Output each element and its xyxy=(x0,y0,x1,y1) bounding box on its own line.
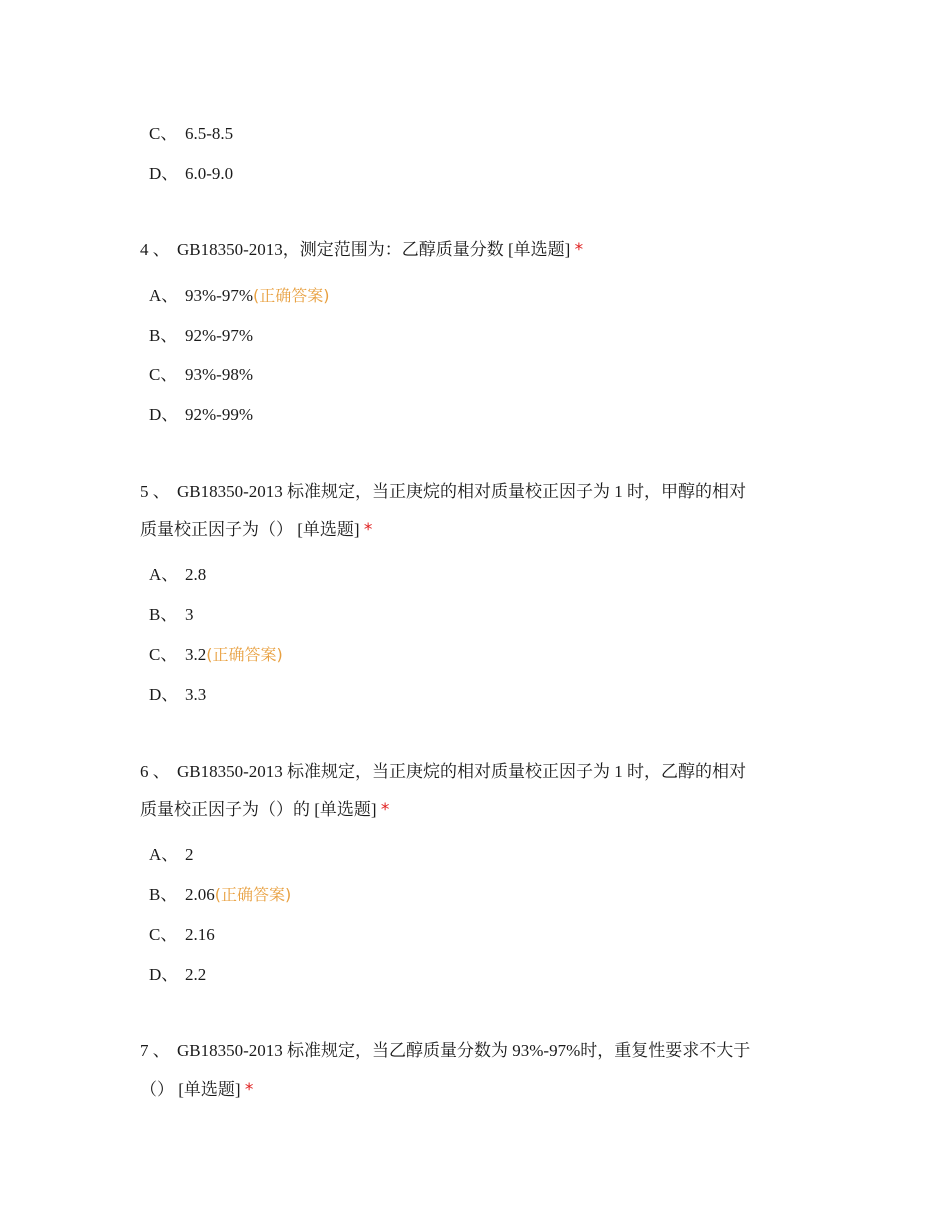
option-text: 2.2 xyxy=(185,965,207,984)
option-letter: C、 xyxy=(149,925,178,944)
question-number: 6 、 xyxy=(140,762,170,781)
correct-answer-tag: (正确答案) xyxy=(206,645,283,664)
correct-answer-tag: (正确答案) xyxy=(252,286,330,305)
option-letter: B、 xyxy=(149,605,178,624)
correct-answer-tag: (正确答案) xyxy=(214,885,292,904)
question-text: GB18350-2013 标准规定，当乙醇质量分数为 93%-97%时，重复性要求不大于 xyxy=(177,1041,751,1060)
q6-option-d xyxy=(149,963,206,987)
option-letter: A、 xyxy=(149,845,179,864)
question-text-continued: 质量校正因子为（）的 [单选题] xyxy=(140,800,377,819)
option-text: 3.3 xyxy=(185,685,207,704)
required-mark: * xyxy=(363,520,373,540)
q6-title-line1 xyxy=(140,759,746,785)
q4-option-d xyxy=(149,403,253,427)
question-number: 7 、 xyxy=(140,1041,170,1060)
q3-option-d xyxy=(149,162,233,186)
q5-option-a xyxy=(149,563,206,587)
question-number: 5 、 xyxy=(140,482,170,501)
q6-option-a xyxy=(149,843,194,867)
q5-option-c xyxy=(149,643,283,667)
q5-title-line2 xyxy=(140,517,372,543)
question-text: GB18350-2013 标准规定，当正庚烷的相对质量校正因子为 1 时，甲醇的相对 xyxy=(177,482,747,501)
q5-option-b xyxy=(149,603,194,627)
option-text: 2.06 xyxy=(185,885,215,904)
option-letter: D、 xyxy=(149,405,179,424)
option-text: 92%-99% xyxy=(185,405,253,424)
option-text: 6.5-8.5 xyxy=(185,124,234,143)
q4-option-c xyxy=(149,363,253,387)
required-mark: * xyxy=(574,240,584,260)
option-text: 3.2 xyxy=(185,645,207,664)
q4-option-a xyxy=(149,284,329,308)
option-text: 2.8 xyxy=(185,565,207,584)
option-text: 93%-98% xyxy=(185,365,253,384)
option-letter: D、 xyxy=(149,164,179,183)
q6-option-c xyxy=(149,923,215,947)
question-text: GB18350-2013，测定范围为：乙醇质量分数 [单选题] xyxy=(177,240,571,259)
required-mark: * xyxy=(380,800,390,820)
q6-title-line2 xyxy=(140,797,389,823)
option-letter: A、 xyxy=(149,286,179,305)
q7-title-line2 xyxy=(140,1077,253,1103)
option-letter: C、 xyxy=(149,365,178,384)
option-text: 93%-97% xyxy=(185,286,253,305)
option-letter: B、 xyxy=(149,885,178,904)
option-letter: B、 xyxy=(149,326,178,345)
q5-option-d xyxy=(149,683,206,707)
required-mark: * xyxy=(244,1080,254,1100)
option-letter: D、 xyxy=(149,965,179,984)
question-text-continued: （） [单选题] xyxy=(140,1080,241,1099)
q5-title-line1 xyxy=(140,479,746,505)
q6-option-b xyxy=(149,883,291,907)
option-text: 2 xyxy=(185,845,194,864)
option-letter: C、 xyxy=(149,124,178,143)
q3-option-c xyxy=(149,122,233,146)
q4-option-b xyxy=(149,324,253,348)
question-text-continued: 质量校正因子为（） [单选题] xyxy=(140,520,360,539)
option-letter: C、 xyxy=(149,645,178,664)
option-letter: D、 xyxy=(149,685,179,704)
q4-title xyxy=(140,237,583,263)
option-text: 92%-97% xyxy=(185,326,253,345)
option-text: 2.16 xyxy=(185,925,215,944)
question-number: 4 、 xyxy=(140,240,170,259)
q7-title-line1 xyxy=(140,1038,750,1064)
option-letter: A、 xyxy=(149,565,179,584)
option-text: 3 xyxy=(185,605,194,624)
option-text: 6.0-9.0 xyxy=(185,164,234,183)
question-text: GB18350-2013 标准规定，当正庚烷的相对质量校正因子为 1 时，乙醇的相对 xyxy=(177,762,747,781)
